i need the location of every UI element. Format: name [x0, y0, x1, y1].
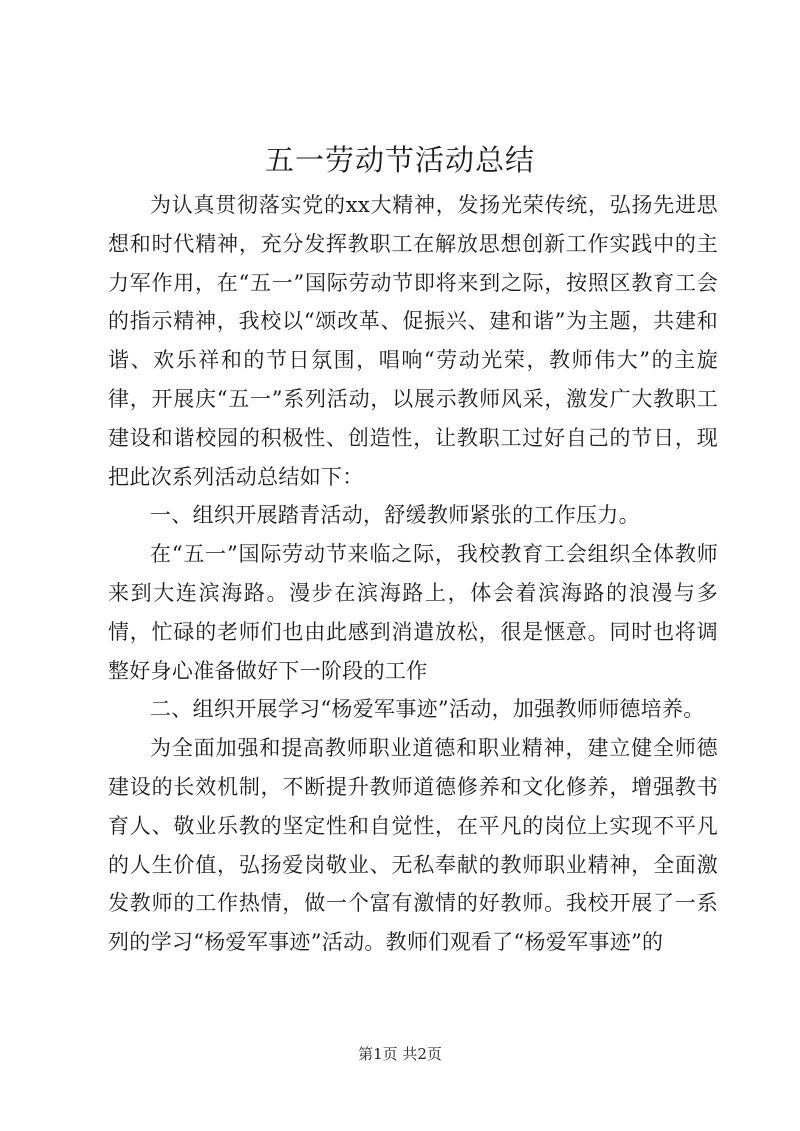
paragraph-section-1: 在“五一”国际劳动节来临之际，我校教育工会组织全体教师来到大连滨海路。漫步在滨海路上，体会着滨海路的浪漫与多情，忙碌的老师们也由此感到消遣放松，很是惬意。同时也将调整好身心准备做好下一阶段的工作	[108, 542, 718, 683]
section-heading-1: 一、组织开展踏青活动，舒缓教师紧张的工作压力。	[150, 503, 640, 528]
paragraph-section-2: 为全面加强和提高教师职业道德和职业精神，建立健全师德建设的长效机制，不断提升教师道德修养和文化修养，增强教书育人、敬业乐教的坚定性和自觉性，在平凡的岗位上实现不平凡的人生价值，弘扬爱岗敬业、无私奉献的教师职业精神，全面激发教师的工作热情，做一个富有激情的好教师。我校开展了一系列的学习“杨爱军事迹”活动。教师们观看了“杨爱军事迹”的	[108, 736, 718, 955]
page-number-footer: 第1页 共2页	[358, 1045, 442, 1063]
section-heading-2: 二、组织开展学习“杨爱军事迹”活动，加强教师师德培养。	[150, 697, 705, 722]
paragraph-intro: 为认真贯彻落实党的xx大精神，发扬光荣传统，弘扬先进思想和时代精神，充分发挥教职工在解放思想创新工作实践中的主力军作用，在“五一”国际劳动节即将来到之际，按照区教育工会的指示精神，我校以“颂改革、促振兴、建和谐”为主题，共建和谐、欢乐祥和的节日氛围，唱响“劳动光荣，教师伟大”的主旋律，开展庆“五一”系列活动，以展示教师风采，激发广大教职工建设和谐校园的积极性、创造性，让教职工过好自己的节日，现把此次系列活动总结如下：	[108, 193, 718, 489]
document-title: 五一劳动节活动总结	[264, 143, 535, 177]
document-body	[108, 186, 718, 962]
